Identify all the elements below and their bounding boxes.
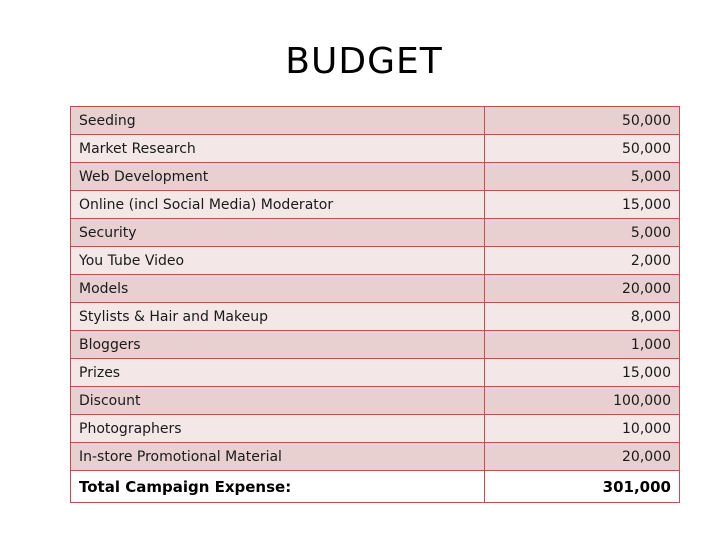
budget-item-label: Photographers xyxy=(71,415,485,443)
table-row xyxy=(71,191,680,219)
budget-table xyxy=(70,106,680,503)
budget-item-amount: 5,000 xyxy=(485,219,680,247)
table-row xyxy=(71,135,680,163)
budget-item-amount: 20,000 xyxy=(485,443,680,471)
total-amount: 301,000 xyxy=(485,471,680,503)
budget-item-amount: 1,000 xyxy=(485,331,680,359)
budget-item-amount: 8,000 xyxy=(485,303,680,331)
budget-item-label: Online (incl Social Media) Moderator xyxy=(71,191,485,219)
table-row xyxy=(71,387,680,415)
budget-item-label: Prizes xyxy=(71,359,485,387)
total-label: Total Campaign Expense: xyxy=(71,471,485,503)
budget-item-label: Bloggers xyxy=(71,331,485,359)
budget-item-label: In-store Promotional Material xyxy=(71,443,485,471)
budget-item-label: Seeding xyxy=(71,107,485,135)
table-row xyxy=(71,331,680,359)
budget-item-amount: 100,000 xyxy=(485,387,680,415)
budget-item-amount: 50,000 xyxy=(485,135,680,163)
budget-item-amount: 10,000 xyxy=(485,415,680,443)
table-row xyxy=(71,275,680,303)
budget-item-label: Discount xyxy=(71,387,485,415)
budget-item-label: You Tube Video xyxy=(71,247,485,275)
table-row xyxy=(71,303,680,331)
table-row xyxy=(71,219,680,247)
budget-item-label: Security xyxy=(71,219,485,247)
budget-item-amount: 5,000 xyxy=(485,163,680,191)
table-row xyxy=(71,107,680,135)
budget-item-amount: 50,000 xyxy=(485,107,680,135)
budget-item-amount: 20,000 xyxy=(485,275,680,303)
budget-item-label: Models xyxy=(71,275,485,303)
budget-item-label: Web Development xyxy=(71,163,485,191)
total-row xyxy=(71,471,680,503)
table-row xyxy=(71,247,680,275)
table-row xyxy=(71,163,680,191)
table-row xyxy=(71,415,680,443)
budget-item-amount: 15,000 xyxy=(485,191,680,219)
slide-title: BUDGET xyxy=(285,41,443,82)
table-row xyxy=(71,359,680,387)
budget-item-label: Stylists & Hair and Makeup xyxy=(71,303,485,331)
budget-item-label: Market Research xyxy=(71,135,485,163)
table-row xyxy=(71,443,680,471)
budget-item-amount: 15,000 xyxy=(485,359,680,387)
budget-item-amount: 2,000 xyxy=(485,247,680,275)
